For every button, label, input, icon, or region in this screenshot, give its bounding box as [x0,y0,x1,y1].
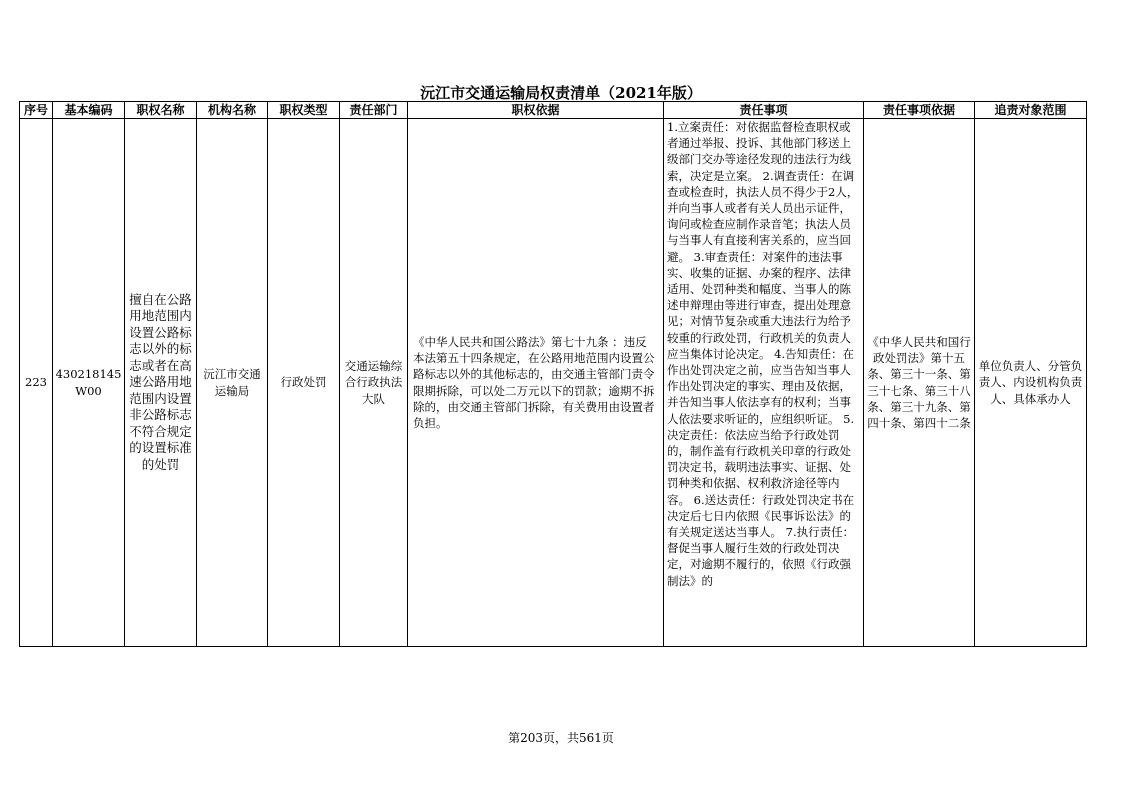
header-code: 基本编码 [53,102,125,119]
cell-code: 430218145W00 [53,119,125,647]
cell-seq: 223 [20,119,53,647]
cell-power-name: 擅自在公路用地范围内设置公路标志以外的标志或者在高速公路用地范围内设置非公路标志不符合规定的设置标准的处罚 [125,119,197,647]
header-scope: 追责对象范围 [975,102,1087,119]
header-duty-basis: 责任事项依据 [864,102,975,119]
cell-basis: 《中华人民共和国公路法》第七十九条 ：违反本法第五十四条规定，在公路用地范围内设置公路标志以外的其他标志的，由交通主管部门责令限期拆除，可以处二万元以下的罚款；逾期不拆除的，由交通主管部门拆除，有关费用由设置者负担。 [408,119,664,647]
header-basis: 职权依据 [408,102,664,119]
power-responsibility-table [19,101,1087,647]
cell-duty-basis: 《中华人民共和国行政处罚法》第十五条、第三十一条、第三十七条、第三十八条、第三十九条、第四十条、第四十二条 [864,119,975,647]
cell-duties: 1.立案责任：对依据监督检查职权或者通过举报、投诉、其他部门移送上级部门交办等途径发现的违法行为线索，决定是立案。 2.调查责任：在调查或检查时，执法人员不得少于2人，并向当事人或者有关人员出示证件，询问或检查应制作录音笔；执法人员与当事人有直接利害关系的，应当回避。 3.审查责任：对案件的违法事实、收集的证据、办案的程序、法律适用、处罚种类和幅度、当事人的陈述申辩理由等进行审查，提出处理意见；对情节复杂或重大违法行为给予较重的行政处罚，行政机关的负责人应当集体讨论决定。 4.告知责任：在作出处罚决定之前，应当告知当事人作出处罚决定的事实、理由及依据，并告知当事人依法享有的权利；当事人依法要求听证的，应组织听证。 5.决定责任：依法应当给予行政处罚的，制作盖有行政机关印章的行政处罚决定书，载明违法事实、证据、处罚种类和依据、权利救济途径等内容。 6.送达责任：行政处罚决定书在决定后七日内依照《民事诉讼法》的有关规定送达当事人。 7.执行责任：督促当事人履行生效的行政处罚决定，对逾期不履行的，依照《行政强制法》的 [664,119,864,647]
table-row [20,119,1087,647]
cell-dept: 交通运输综合行政执法大队 [340,119,408,647]
header-power-type: 职权类型 [268,102,340,119]
cell-power-type: 行政处罚 [268,119,340,647]
table-header-row [20,102,1087,119]
header-dept: 责任部门 [340,102,408,119]
page-footer: 第203页，共561页 [508,731,614,745]
header-duties: 责任事项 [664,102,864,119]
cell-scope: 单位负责人、分管负责人、内设机构负责人、具体承办人 [975,119,1087,647]
header-seq: 序号 [20,102,53,119]
page-title: 沅江市交通运输局权责清单（2021年版） [420,84,702,102]
header-power-name: 职权名称 [125,102,197,119]
cell-org-name: 沅江市交通运输局 [197,119,268,647]
header-org-name: 机构名称 [197,102,268,119]
